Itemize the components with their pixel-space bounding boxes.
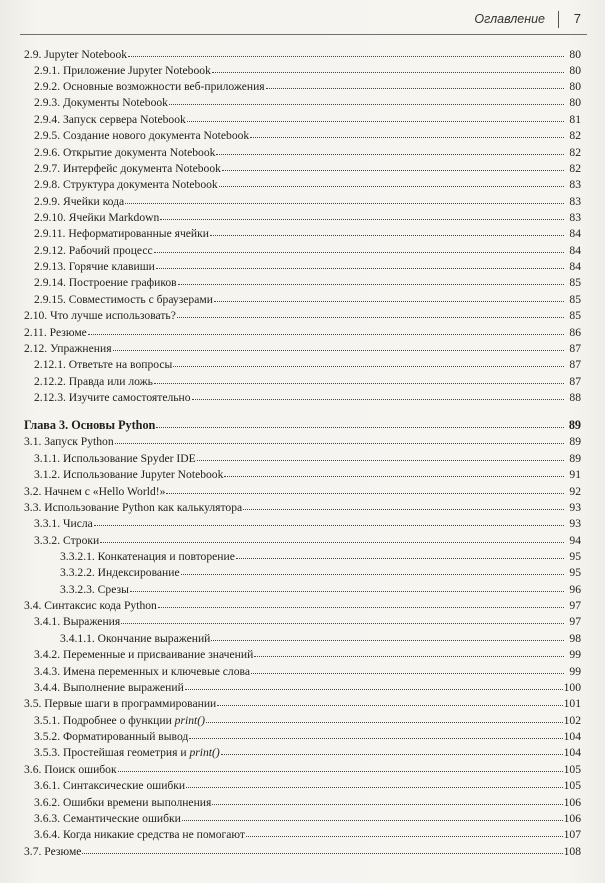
toc-entry-page: 81: [569, 113, 581, 126]
toc-entry-title: 2.9.6. Открытие документа Notebook: [34, 146, 216, 159]
dot-leader: [156, 417, 564, 428]
toc-entry-page: 87: [569, 375, 581, 388]
toc-row: [0, 713, 605, 729]
dot-leader: [100, 532, 564, 543]
dot-leader: [219, 176, 564, 187]
toc-row: [0, 390, 605, 406]
toc-entry-title: 3.6.1. Синтаксические ошибки: [34, 779, 186, 792]
toc-entry: [34, 795, 581, 810]
toc-entry: [34, 226, 581, 241]
toc-entry: [34, 533, 581, 548]
toc-row: [0, 680, 605, 696]
toc-row: [0, 210, 605, 226]
toc-chapter-row: [0, 418, 605, 434]
toc-row: [0, 79, 605, 95]
toc-entry-page: 105: [563, 763, 581, 776]
toc-row: [0, 500, 605, 516]
dot-leader: [212, 794, 562, 805]
toc-entry: [34, 729, 581, 744]
dot-leader: [221, 744, 563, 755]
toc-entry-title: 2.9.11. Неформатированные ячейки: [34, 227, 209, 240]
dot-leader: [118, 761, 563, 772]
dot-leader: [250, 127, 564, 138]
toc-entry: [34, 390, 581, 405]
toc-entry-title: 2.9.12. Рабочий процесс: [34, 244, 153, 257]
toc-entry-page: 95: [569, 550, 581, 563]
toc-entry-page: 94: [569, 534, 581, 547]
toc-entry: [34, 275, 581, 290]
toc-entry-title: 3.3. Использование Python как калькулятора: [24, 501, 243, 514]
toc-entry-page: 108: [563, 845, 581, 858]
toc-entry-page: 93: [569, 501, 581, 514]
toc-entry-page: 106: [563, 796, 581, 809]
toc-entry: [34, 357, 581, 372]
toc-entry: [34, 745, 581, 760]
toc-entry-title: 2.9. Jupyter Notebook: [24, 48, 128, 61]
toc-entry: [34, 778, 581, 793]
dot-leader: [88, 324, 564, 335]
toc-entry: [34, 811, 581, 826]
toc-entry: [24, 696, 581, 711]
toc-entry-title: 3.6.3. Семантические ошибки: [34, 812, 181, 825]
toc-entry-title: 3.6.2. Ошибки времени выполнения: [34, 796, 212, 809]
dot-leader: [211, 630, 564, 641]
dot-leader: [158, 597, 564, 608]
toc-entry-title: 3.3.2.3. Срезы: [60, 583, 129, 596]
toc-entry-title: 3.4.4. Выполнение выражений: [34, 681, 184, 694]
toc-entry-title: 3.5. Первые шаги в программировании: [24, 697, 217, 710]
toc-entry-page: 86: [569, 326, 581, 339]
toc-row: [0, 549, 605, 565]
toc-entry-title: 3.4.1.1. Окончание выражений: [60, 632, 211, 645]
dot-leader: [216, 144, 564, 155]
dot-leader: [214, 291, 564, 302]
toc-row: [0, 664, 605, 680]
toc-entry: [34, 259, 581, 274]
dot-leader: [246, 826, 563, 837]
toc-entry-page: 96: [569, 583, 581, 596]
toc-entry: [60, 631, 581, 646]
toc-entry-title: 3.3.2.2. Индексирование: [60, 566, 180, 579]
dot-leader: [182, 810, 563, 821]
toc-entry-page: 85: [569, 309, 581, 322]
toc-entry-title: 2.9.1. Приложение Jupyter Notebook: [34, 64, 211, 77]
toc-entry-title: 3.5.1. Подробнее о функции print(): [34, 714, 205, 727]
toc-row: [0, 243, 605, 259]
toc-entry-page: 104: [563, 730, 581, 743]
toc-entry-page: 104: [563, 746, 581, 759]
toc-entry-title: 3.4. Синтаксис кода Python: [24, 599, 157, 612]
dot-leader: [121, 613, 564, 624]
toc-entry-page: 89: [569, 435, 581, 448]
toc-entry: [34, 243, 581, 258]
toc-entry: [34, 614, 581, 629]
dot-leader: [160, 209, 564, 220]
toc-entry-title: 3.4.1. Выражения: [34, 615, 121, 628]
dot-leader: [113, 340, 564, 351]
toc-entry-title: 2.12.1. Ответьте на вопросы: [34, 358, 173, 371]
toc-entry-title: 3.2. Начнем с «Hello World!»: [24, 485, 166, 498]
toc-row: [0, 811, 605, 827]
toc-entry-page: 83: [569, 211, 581, 224]
toc-entry-page: 80: [569, 96, 581, 109]
dot-leader: [222, 160, 564, 171]
toc-entry-page: 93: [569, 517, 581, 530]
dot-leader: [115, 433, 564, 444]
toc-row: [0, 47, 605, 63]
toc-entry-page: 95: [569, 566, 581, 579]
toc-row: [0, 582, 605, 598]
toc-entry-page: 97: [569, 615, 581, 628]
toc-row: [0, 614, 605, 630]
toc-entry: [34, 664, 581, 679]
dot-leader: [178, 274, 564, 285]
toc-entry: [34, 210, 581, 225]
toc-row: [0, 647, 605, 663]
toc-entry-page: 83: [569, 178, 581, 191]
toc-entry-page: 80: [569, 48, 581, 61]
toc-entry-page: 89: [569, 452, 581, 465]
toc-entry-title: 3.6.4. Когда никакие средства не помогают: [34, 828, 246, 841]
dot-leader: [206, 712, 563, 723]
toc-entry-page: 87: [569, 342, 581, 355]
dot-leader: [197, 450, 564, 461]
dot-leader: [236, 548, 564, 559]
toc-entry-title: 2.9.10. Ячейки Markdown: [34, 211, 160, 224]
toc-entry-title: 3.3.2.1. Конкатенация и повторение: [60, 550, 235, 563]
toc-row: [0, 516, 605, 532]
toc-row: [0, 63, 605, 79]
toc-entry: [34, 177, 581, 192]
dot-leader: [187, 111, 564, 122]
toc-entry: [24, 484, 581, 499]
toc-entry-title: 2.12.2. Правда или ложь: [34, 375, 153, 388]
dot-leader: [192, 389, 564, 400]
toc-entry: [24, 598, 581, 613]
toc-entry-page: 105: [563, 779, 581, 792]
toc-entry-title: 2.9.13. Горячие клавиши: [34, 260, 155, 273]
toc-entry: [34, 145, 581, 160]
toc-entry: [34, 79, 581, 94]
dot-leader: [266, 78, 564, 89]
toc-entry-title: 3.1.1. Использование Spyder IDE: [34, 452, 196, 465]
toc-row: [0, 484, 605, 500]
toc-row: [0, 374, 605, 390]
toc-row: [0, 226, 605, 242]
toc-entry-title: 3.5.3. Простейшая геометрия и print(): [34, 746, 220, 759]
toc-entry-title: 2.12.3. Изучите самостоятельно: [34, 391, 191, 404]
dot-leader: [94, 515, 564, 526]
toc-entry: [60, 565, 581, 580]
toc-entry-title: 2.9.5. Создание нового документа Notebook: [34, 129, 250, 142]
toc-entry-page: 80: [569, 64, 581, 77]
toc-row: [0, 434, 605, 450]
toc-entry: [34, 161, 581, 176]
toc-entry-page: 99: [569, 648, 581, 661]
toc-entry: [24, 500, 581, 515]
dot-leader: [181, 564, 564, 575]
toc-entry: [34, 63, 581, 78]
dot-leader: [212, 62, 564, 73]
toc-entry: [34, 647, 581, 662]
toc-entry-page: 107: [563, 828, 581, 841]
toc-row: [0, 631, 605, 647]
toc-entry: [34, 128, 581, 143]
toc-row: [0, 292, 605, 308]
toc-entry-page: 82: [569, 129, 581, 142]
toc-row: [0, 729, 605, 745]
toc-entry-title: 3.5.2. Форматированный вывод: [34, 730, 189, 743]
toc-entry: [34, 467, 581, 482]
toc-row: [0, 795, 605, 811]
toc-entry-title: 2.9.14. Построение графиков: [34, 276, 177, 289]
dot-leader: [82, 843, 562, 854]
toc-entry-page: 85: [569, 276, 581, 289]
dot-leader: [186, 777, 562, 788]
toc-entry-title: 2.9.7. Интерфейс документа Notebook: [34, 162, 221, 175]
toc-entry-page: 88: [569, 391, 581, 404]
toc-entry-page: 92: [569, 485, 581, 498]
toc-entry: [24, 341, 581, 356]
toc-entry: [24, 418, 581, 432]
dot-leader: [243, 499, 564, 510]
toc-row: [0, 341, 605, 357]
toc-row: [0, 762, 605, 778]
toc-entry: [24, 844, 581, 859]
toc-row: [0, 259, 605, 275]
toc-entry: [34, 680, 581, 695]
toc-entry-page: 98: [569, 632, 581, 645]
toc-entry-page: 84: [569, 244, 581, 257]
toc-entry-page: 89: [568, 418, 581, 432]
toc-row: [0, 778, 605, 794]
toc-entry-page: 102: [563, 714, 581, 727]
toc-entry: [34, 827, 581, 842]
running-header: [20, 8, 587, 35]
toc-entry-title: 3.7. Резюме: [24, 845, 82, 858]
toc-entry: [24, 47, 581, 62]
toc-entry-page: 84: [569, 227, 581, 240]
toc-entry: [24, 762, 581, 777]
toc-entry-page: 91: [569, 468, 581, 481]
header-title: Оглавление: [474, 12, 545, 26]
toc-entry-title: 2.9.4. Запуск сервера Notebook: [34, 113, 186, 126]
toc-entry-page: 80: [569, 80, 581, 93]
dot-leader: [254, 646, 564, 657]
dot-leader: [154, 373, 564, 384]
toc-entry-page: 100: [563, 681, 581, 694]
toc-entry-title: 2.12. Упражнения: [24, 342, 112, 355]
toc-row: [0, 145, 605, 161]
dot-leader: [185, 679, 563, 690]
toc-entry: [60, 549, 581, 564]
page-number: 7: [573, 11, 581, 26]
toc-entry: [34, 516, 581, 531]
toc-entry-title: 2.9.2. Основные возможности веб-приложения: [34, 80, 265, 93]
toc-entry-title: 3.3.2. Строки: [34, 534, 100, 547]
dot-leader: [128, 46, 564, 57]
toc-entry: [60, 582, 581, 597]
dot-leader: [130, 581, 564, 592]
toc-row: [0, 275, 605, 291]
toc-entry-title: 3.1.2. Использование Jupyter Notebook: [34, 468, 224, 481]
toc-entry-title: 2.9.3. Документы Notebook: [34, 96, 168, 109]
toc-entry-page: 82: [569, 162, 581, 175]
toc-row: [0, 325, 605, 341]
toc-entry-page: 87: [569, 358, 581, 371]
toc-entry-page: 99: [569, 665, 581, 678]
dot-leader: [189, 728, 562, 739]
toc-row: [0, 696, 605, 712]
toc-entry-title: 3.4.2. Переменные и присваивание значений: [34, 648, 254, 661]
toc-entry: [34, 95, 581, 110]
toc-entry: [34, 451, 581, 466]
dot-leader: [154, 242, 564, 253]
toc-entry-page: 101: [563, 697, 581, 710]
toc-row: [0, 161, 605, 177]
toc-row: [0, 565, 605, 581]
toc-row: [0, 112, 605, 128]
toc-entry: [34, 713, 581, 728]
toc-row: [0, 128, 605, 144]
dot-leader: [217, 695, 562, 706]
toc-row: [0, 308, 605, 324]
toc-entry-title: 3.3.1. Числа: [34, 517, 93, 530]
toc-entry: [24, 325, 581, 340]
toc-entry-page: 106: [563, 812, 581, 825]
toc-entry-page: 84: [569, 260, 581, 273]
toc-entry: [34, 292, 581, 307]
toc-row: [0, 467, 605, 483]
dot-leader: [173, 356, 564, 367]
toc-entry-title: 2.10. Что лучше использовать?: [24, 309, 176, 322]
toc-entry-title: 2.9.9. Ячейки кода: [34, 195, 125, 208]
toc-row: [0, 745, 605, 761]
toc-row: [0, 451, 605, 467]
toc-entry-title: 2.9.15. Совместимость с браузерами: [34, 293, 213, 306]
toc-entry: [34, 374, 581, 389]
toc-entry-title: 3.1. Запуск Python: [24, 435, 114, 448]
toc-entry-title: 2.11. Резюме: [24, 326, 87, 339]
toc-row: [0, 194, 605, 210]
toc-row: [0, 95, 605, 111]
dot-leader: [156, 258, 564, 269]
dot-leader: [251, 663, 564, 674]
toc-row: [0, 177, 605, 193]
toc-row: [0, 533, 605, 549]
toc-entry-title: Глава 3. Основы Python: [24, 418, 156, 432]
toc-entry: [34, 194, 581, 209]
toc-entry: [24, 308, 581, 323]
toc-row: [0, 357, 605, 373]
toc-entry-page: 85: [569, 293, 581, 306]
toc-entry: [34, 112, 581, 127]
toc-entry-title: 3.4.3. Имена переменных и ключевые слова: [34, 665, 250, 678]
toc-row: [0, 844, 605, 860]
dot-leader: [177, 307, 564, 318]
toc-entry: [24, 434, 581, 449]
dot-leader: [169, 94, 564, 105]
toc-entry-page: 82: [569, 146, 581, 159]
toc-row: [0, 598, 605, 614]
dot-leader: [224, 466, 564, 477]
toc-entry-title: 3.6. Поиск ошибок: [24, 763, 117, 776]
dot-leader: [125, 193, 564, 204]
toc-entry-title: 2.9.8. Структура документа Notebook: [34, 178, 218, 191]
toc-entry-page: 97: [569, 599, 581, 612]
dot-leader: [210, 225, 564, 236]
toc-row: [0, 827, 605, 843]
header-divider: [558, 11, 559, 28]
toc-entry-page: 83: [569, 195, 581, 208]
dot-leader: [166, 483, 564, 494]
